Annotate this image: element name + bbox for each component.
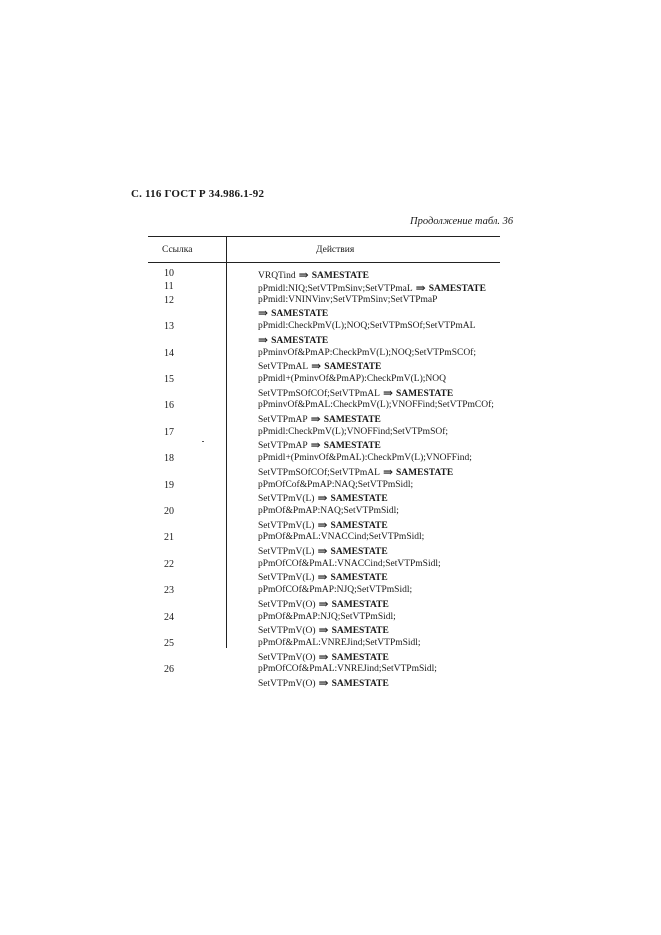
double-arrow-icon: ⇒ [382,385,393,400]
action-text: SetVTPmV(O) [258,599,316,610]
row-action-line [258,506,399,516]
column-header-ref: Ссылка [162,245,193,255]
double-arrow-icon: ⇒ [258,306,269,321]
result-state: SAMESTATE [331,679,389,689]
double-arrow-icon: ⇒ [317,517,328,532]
action-text: pPmidl:VNINVinv;SetVTPmSinv;SetVTPmaP [258,294,438,305]
action-text: pPmOf&PmAP:NAQ;SetVTPmSidl; [258,506,399,516]
action-text: pPmidl:CheckPmV(L);VNOFFind;SetVTPmSOf; [258,426,449,437]
table-header-rule [148,262,500,263]
action-text: SetVTPmAL [258,362,309,373]
row-action-line [258,676,389,691]
row-ref: 23 [164,585,174,597]
action-text: SetVTPmV(L) [258,547,315,557]
row-action-line [258,480,413,490]
result-state: SAMESTATE [323,415,381,425]
action-text: pPminvOf&PmAP:CheckPmV(L);NOQ;SetVTPmSCOf; [258,347,476,358]
table-column-divider [226,236,227,648]
double-arrow-icon: ⇒ [317,544,328,558]
row-ref: 26 [164,664,174,676]
row-action-line [258,400,494,410]
double-arrow-icon: ⇒ [318,623,329,638]
row-ref: 10 [164,268,174,279]
double-arrow-icon: ⇒ [415,281,426,296]
row-action-line [258,518,388,533]
result-state: SAMESTATE [330,573,388,584]
row-action-line [258,333,328,348]
double-arrow-icon: ⇒ [318,596,329,611]
double-arrow-icon: ⇒ [310,412,321,426]
double-arrow-icon: ⇒ [311,359,322,374]
table-continuation-caption: Продолжение табл. 36 [410,216,514,227]
double-arrow-icon: ⇒ [382,464,393,479]
double-arrow-icon: ⇒ [258,332,269,347]
action-text: SetVTPmSOfCOf;SetVTPmAL [258,467,380,478]
result-state: SAMESTATE [331,626,389,637]
action-text: pPmOfCOf&PmAL:VNACCind;SetVTPmSidl; [258,558,441,569]
result-state: SAMESTATE [331,652,389,663]
row-ref: 20 [164,506,174,517]
row-ref: 15 [164,374,174,385]
row-action-line [258,612,396,622]
row-action-line [258,321,475,331]
row-action-line [258,306,328,321]
row-action-line [258,386,453,401]
row-ref: 13 [164,321,174,333]
row-ref: 18 [164,453,174,465]
result-state: SAMESTATE [311,271,369,281]
double-arrow-icon: ⇒ [310,438,321,453]
double-arrow-icon: ⇒ [317,570,328,585]
result-state: SAMESTATE [330,520,388,531]
row-ref: 17 [164,426,174,438]
double-arrow-icon: ⇒ [317,491,328,506]
table-top-rule [148,236,500,237]
action-text: pPminvOf&PmAL:CheckPmV(L);VNOFFind;SetVTPmCOf; [258,400,494,411]
row-ref: 16 [164,400,174,412]
action-text: pPmOfCOf&PmAP:NJQ;SetVTPmSidl; [258,585,413,596]
result-state: SAMESTATE [324,362,382,373]
row-action-line [258,597,389,612]
action-text: SetVTPmAP [258,415,308,425]
result-state: SAMESTATE [428,284,486,295]
row-action-line [258,438,381,453]
action-text: SetVTPmV(O) [258,652,316,663]
row-ref: 11 [164,281,174,293]
scan-speck [202,441,204,442]
action-text: SetVTPmV(O) [258,626,316,637]
row-action-line [258,491,388,506]
row-ref: 25 [164,638,174,649]
action-text: pPmOf&PmAL:VNREJind;SetVTPmSidl; [258,638,421,648]
action-text: SetVTPmV(L) [258,573,315,584]
row-ref: 24 [164,611,174,623]
action-text: pPmOf&PmAP:NJQ;SetVTPmSidl; [258,611,396,622]
result-state: SAMESTATE [323,441,381,452]
row-ref: 19 [164,479,174,491]
result-state: SAMESTATE [396,467,454,478]
action-text: SetVTPmV(L) [258,520,315,531]
row-action-line [258,623,389,638]
action-text: pPmidl:CheckPmV(L);NOQ;SetVTPmSOf;SetVTPmAL [258,321,476,332]
row-action-line [258,412,381,427]
action-text: pPmidl:NIQ;SetVTPmSinv;SetVTPmaL [258,284,413,295]
row-action-line [258,453,472,463]
result-state: SAMESTATE [331,599,389,610]
row-action-line [258,559,441,569]
row-action-line [258,585,412,595]
action-text: pPmOf&PmAL:VNACCind;SetVTPmSidl; [258,532,425,543]
row-ref: 12 [164,294,174,306]
action-text: SetVTPmV(O) [258,679,316,689]
row-action-line [258,295,437,305]
double-arrow-icon: ⇒ [298,268,309,282]
page-header: С. 116 ГОСТ Р 34.986.1-92 [131,188,265,200]
row-action-line [258,348,476,358]
action-text: VRQTind [258,271,296,281]
row-action-line [258,664,437,674]
column-header-actions: Действия [316,245,355,255]
row-ref: 21 [164,532,174,544]
double-arrow-icon: ⇒ [318,676,329,690]
row-action-line [258,359,381,374]
action-text: pPmOfCof&PmAP:NAQ;SetVTPmSidl; [258,479,414,490]
row-ref: 14 [164,347,174,359]
result-state: SAMESTATE [330,547,388,557]
row-action-line [258,465,453,480]
row-action-line [258,544,388,559]
action-text: pPmidl+(PminvOf&PmAL):CheckPmV(L);VNOFFind; [258,453,472,464]
action-text: SetVTPmSOfCOf;SetVTPmAL [258,388,380,399]
row-action-line [258,570,388,585]
action-text: pPmidl+(PminvOf&PmAP):CheckPmV(L);NOQ [258,374,446,384]
action-text: SetVTPmV(L) [258,494,315,505]
result-state: SAMESTATE [271,335,329,346]
row-action-line [258,374,446,384]
double-arrow-icon: ⇒ [318,649,329,664]
action-text: pPmOfCOf&PmAL:VNREJind;SetVTPmSidl; [258,664,437,675]
result-state: SAMESTATE [271,309,329,320]
row-action-line [258,638,421,648]
row-action-line [258,650,389,665]
action-text: SetVTPmAP [258,441,308,452]
row-ref: 22 [164,558,174,570]
row-action-line [258,532,424,542]
result-state: SAMESTATE [330,494,388,505]
result-state: SAMESTATE [396,388,454,399]
row-action-line [258,427,448,437]
